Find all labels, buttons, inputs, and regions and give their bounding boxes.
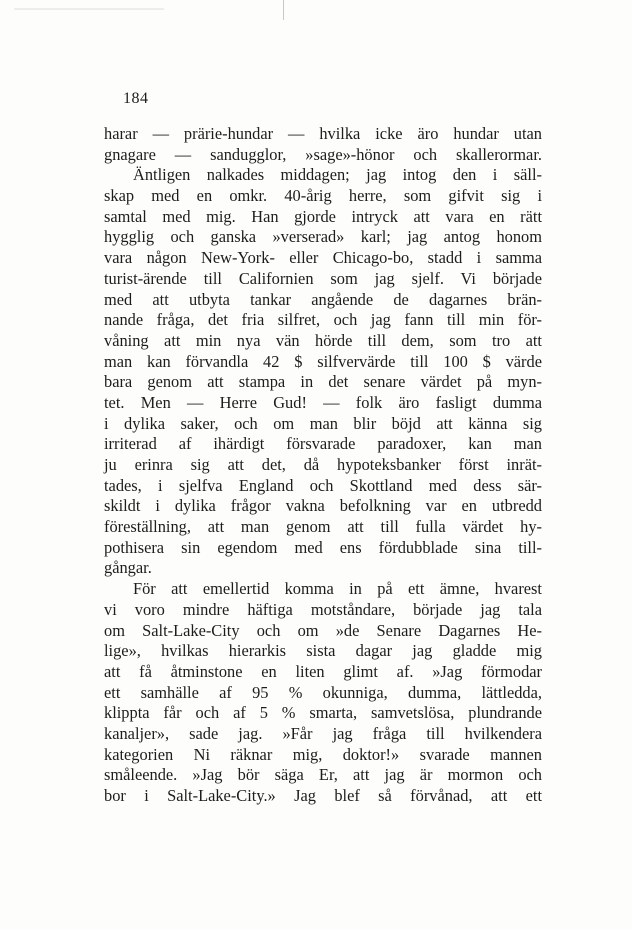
text-line: pothisera sin egendom med ens fördubblade sina till-: [104, 537, 542, 557]
text-line: man kan förvandla 42 $ silfvervärde till 100 $ värde: [104, 351, 542, 371]
text-line: För att emellertid komma in på ett ämne, hvarest: [133, 579, 542, 599]
text-line: hygglig och ganska »verserad» karl; jag antog honom: [104, 227, 542, 247]
text-line: vara någon New-York- eller Chicago-bo, stadd i samma: [104, 248, 542, 268]
text-line: Äntligen nalkades middagen; jag intog den i säll-: [133, 165, 542, 185]
text-line: småleende. »Jag bör säga Er, att jag är mormon och: [104, 765, 542, 785]
text-line: skildt i dylika frågor vakna befolkning var en utbredd: [104, 496, 542, 516]
text-line: vi voro mindre häftiga motståndare, började jag tala: [104, 599, 542, 619]
text-line: samtal med mig. Han gjorde intryck att vara en rätt: [104, 206, 542, 226]
text-line: harar — prärie-hundar — hvilka icke äro hundar utan: [104, 124, 542, 143]
text-line: ett samhälle af 95 % okunniga, dumma, lättledda,: [104, 682, 542, 702]
page-number: 184: [123, 90, 149, 107]
text-line: våning att min nya vän hörde till dem, som tro att: [104, 330, 542, 350]
text-line: bor i Salt-Lake-City.» Jag blef så förvånad, att ett: [104, 786, 542, 805]
text-line: föreställning, att man genom att till fulla värdet hy-: [104, 517, 542, 537]
text-line: med att utbyta tankar angående de dagarnes brän-: [104, 289, 542, 309]
scan-artifact: [14, 8, 164, 10]
body-text: [104, 124, 542, 807]
text-line: turist-ärende till Californien som jag sjelf. Vi började: [104, 268, 542, 288]
text-line: bara genom att stampa in det senare värdet på myn-: [104, 372, 542, 392]
text-line: gångar.: [104, 558, 152, 578]
text-line: i dylika saker, och om man blir böjd att känna sig: [104, 413, 542, 433]
text-line: skap med en omkr. 40-årig herre, som gifvit sig i: [104, 186, 542, 206]
text-line: nande fråga, det fria silfret, och jag fann till min för-: [104, 310, 542, 330]
scan-artifact-tick: [283, 0, 284, 20]
text-line: om Salt-Lake-City och om »de Senare Dagarnes He-: [104, 620, 542, 640]
text-line: klippta får och af 5 % smarta, samvetslösa, plundrande: [104, 703, 542, 723]
text-line: tades, i sjelfva England och Skottland med dess sär-: [104, 475, 542, 495]
text-line: kategorien Ni räknar mig, doktor!» svarade mannen: [104, 744, 542, 764]
text-line: irriterad af ihärdigt försvarade paradoxer, kan man: [104, 434, 542, 454]
text-line: ju erinra sig att det, då hypoteksbanker först inrät-: [104, 455, 542, 474]
text-line: att få åtminstone en liten glimt af. »Jag förmodar: [104, 661, 542, 681]
text-line: kanaljer», sade jag. »Får jag fråga till hvilkendera: [104, 723, 542, 743]
text-line: tet. Men — Herre Gud! — folk äro fasligt dumma: [104, 392, 542, 412]
text-line: lige», hvilkas hierarkis sista dagar jag gladde mig: [104, 641, 542, 661]
text-line: gnagare — sandugglor, »sage»-hönor och skallerormar.: [104, 144, 542, 164]
